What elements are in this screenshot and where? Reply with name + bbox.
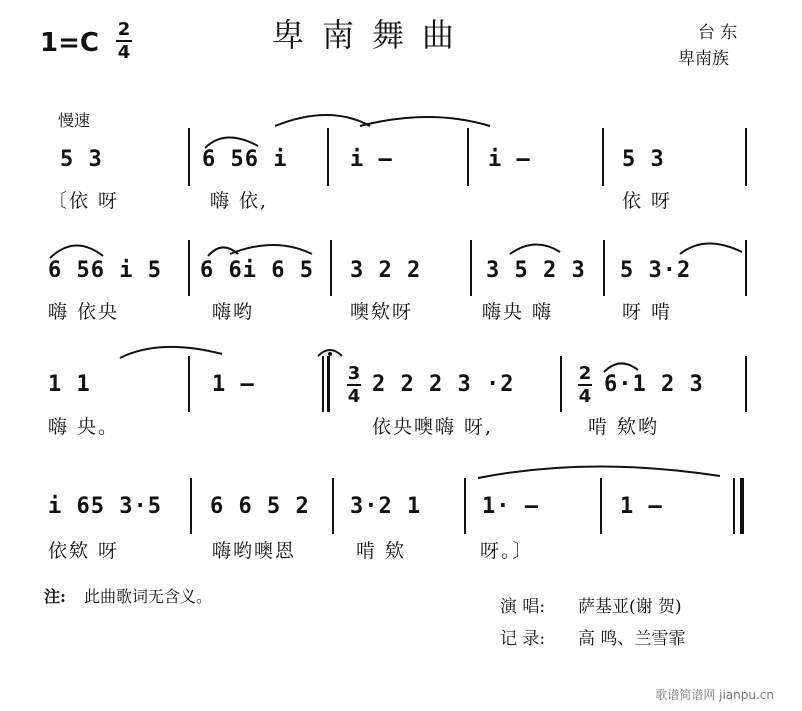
- credit-value-transcriber: 高 鸣、兰雪霏: [578, 629, 686, 649]
- footnote-label: 注:: [44, 587, 66, 606]
- measure: 1 –: [212, 372, 255, 397]
- tie: [360, 117, 490, 126]
- final-barline-thick: [740, 478, 744, 534]
- ethnicity-label: 卑南族: [678, 49, 729, 69]
- barline: [188, 240, 190, 296]
- measure: 6·1 2 3: [604, 372, 704, 397]
- tie: [275, 115, 370, 126]
- measure: 1 1: [48, 372, 91, 397]
- measure: i –: [350, 147, 393, 172]
- watermark: 歌谱简谱网 jianpu.cn: [655, 688, 774, 702]
- final-barline-thin: [733, 478, 735, 534]
- footnote-text: 此曲歌词无含义。: [84, 587, 213, 606]
- measure: 3 5 2 3: [486, 258, 586, 283]
- measure: 5 3·2: [620, 258, 692, 283]
- lyric: 嗨 央。: [48, 416, 120, 438]
- lyric: 嗨 依央: [48, 301, 120, 323]
- measure: i –: [488, 147, 531, 172]
- barline: [603, 240, 605, 296]
- slur: [680, 243, 742, 254]
- barline: [322, 356, 324, 412]
- time-change: 2 4: [578, 363, 592, 407]
- slur: [510, 244, 560, 254]
- tie: [120, 347, 222, 358]
- barline: [190, 478, 192, 534]
- lyric: 啃 欸哟: [588, 416, 660, 438]
- barline: [188, 128, 190, 186]
- slur: [604, 363, 638, 372]
- barline: [745, 240, 747, 296]
- tie: [478, 466, 720, 478]
- lyric: 噢欸呀: [350, 301, 414, 323]
- measure: 3 2 2: [350, 258, 422, 283]
- measure: 5 3: [60, 147, 103, 172]
- lyric: 依央噢嗨 呀,: [372, 416, 494, 438]
- lyric: 依欸 呀: [48, 540, 120, 562]
- time-signature-top: 2: [117, 19, 131, 40]
- region-label: 台 东: [698, 23, 738, 43]
- measure: 1· –: [482, 494, 539, 519]
- barline: [188, 356, 190, 412]
- measure: 6 56 i: [202, 147, 288, 172]
- lyric: 呀。〕: [480, 540, 534, 562]
- barline: [330, 240, 332, 296]
- barline: [464, 478, 466, 534]
- measure: 2 2 2 3 ·2: [372, 372, 515, 397]
- measure: 5 3: [622, 147, 665, 172]
- measure: 1 –: [620, 494, 663, 519]
- slur: [230, 245, 312, 254]
- measure: i 65 3·5: [48, 494, 162, 519]
- time-signature-bottom: 4: [117, 42, 131, 63]
- lyric: 嗨 依,: [210, 190, 269, 212]
- barline: [600, 478, 602, 534]
- measure: 6 6i 6 5: [200, 258, 314, 283]
- lyric: 依 呀: [622, 190, 673, 212]
- lyric: 嗨哟噢恩: [212, 540, 297, 562]
- slur: [50, 245, 103, 258]
- lyric: 嗨哟: [212, 301, 255, 323]
- credit-value-performer: 萨基亚(谢 贺): [578, 597, 682, 617]
- barline: [470, 240, 472, 296]
- time-change: 3 4: [347, 363, 361, 407]
- credit-label-performer: 演 唱:: [500, 597, 546, 617]
- measure: 6 6 5 2: [210, 494, 310, 519]
- lyric: 呀 啃: [622, 301, 673, 323]
- song-title: 卑南舞曲: [272, 16, 473, 54]
- double-barline: [327, 356, 330, 412]
- barline: [602, 128, 604, 186]
- barline: [467, 128, 469, 186]
- measure: 3·2 1: [350, 494, 422, 519]
- key-signature: 1=C: [40, 28, 99, 58]
- lyric: 〔依 呀: [48, 190, 120, 212]
- lyric: 啃 欸: [356, 540, 407, 562]
- barline: [745, 128, 747, 186]
- barline: [332, 478, 334, 534]
- barline: [745, 356, 747, 412]
- barline: [327, 128, 329, 186]
- lyric: 嗨央 嗨: [482, 301, 554, 323]
- barline: [560, 356, 562, 412]
- measure: 6 56 i 5: [48, 258, 162, 283]
- credit-label-transcriber: 记 录:: [500, 629, 546, 649]
- tempo-marking: 慢速: [58, 111, 91, 130]
